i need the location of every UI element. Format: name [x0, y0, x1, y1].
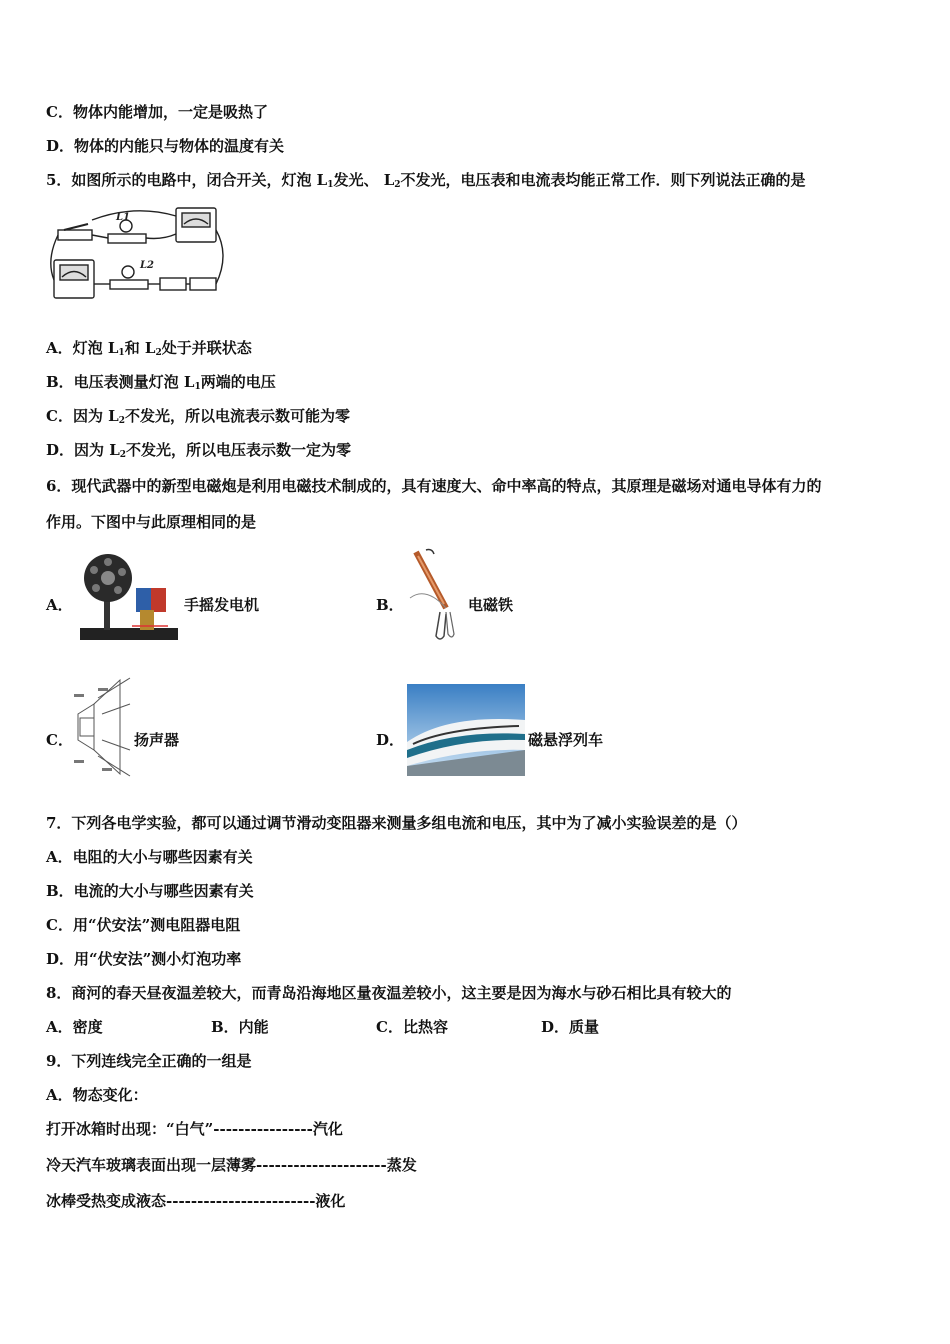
- q6-option-a-letter: A．: [46, 596, 73, 614]
- q5-option-a-sub: 2: [155, 348, 162, 358]
- q6-option-b-label: 电磁铁: [468, 596, 514, 614]
- q6-option-d-label: 磁悬浮列车: [528, 731, 604, 749]
- q5-stem-part: 不发光，电压表和电流表均能正常工作．则下列说法正确的是: [400, 171, 806, 189]
- l2-label: L2: [140, 260, 154, 271]
- q5-option-d-sub: 2: [119, 450, 127, 460]
- q5-option-c-part: 不发光，所以电流表示数可能为零: [124, 407, 350, 425]
- q5-option-c: [46, 406, 350, 431]
- q6-stem-line2: 作用。下图中与此原理相同的是: [46, 513, 257, 531]
- q7-option-b: B．电流的大小与哪些因素有关: [46, 882, 254, 900]
- q6-option-d-letter: D．: [376, 731, 405, 749]
- maglev-train-image: [407, 684, 525, 776]
- q5-stem-part: 发光、 L: [333, 171, 395, 189]
- q5-option-b-part: B．电压表测量灯泡 L: [46, 373, 195, 391]
- q6-stem-line1: 6．现代武器中的新型电磁炮是利用电磁技术制成的，具有速度大、命中率高的特点，其原理是磁场对通电导体有力的: [46, 477, 822, 495]
- q8-option-b: B．内能: [211, 1018, 269, 1036]
- q4-option-c: C．物体内能增加，一定是吸热了: [46, 103, 268, 121]
- q5-option-c-part: C．因为 L: [46, 407, 119, 425]
- q9-stem: 9．下列连线完全正确的一组是: [46, 1052, 252, 1070]
- q5-option-b-sub: 1: [194, 382, 201, 392]
- q5-option-a-part: 和 L: [124, 339, 156, 357]
- q5-stem-part: 5．如图所示的电路中，闭合开关，灯泡 L: [46, 171, 328, 189]
- q5-option-d-part: D．因为 L: [46, 441, 120, 459]
- q5-stem: [46, 170, 806, 195]
- q8-option-d: D．质量: [541, 1018, 600, 1036]
- q9-item-1: 打开冰箱时出现：“白气”----------------汽化: [46, 1120, 343, 1138]
- q9-item-2: 冷天汽车玻璃表面出现一层薄雾---------------------蒸发: [46, 1156, 417, 1174]
- loudspeaker-image: [72, 674, 134, 780]
- q5-option-d: [46, 440, 351, 465]
- q5-option-d-part: 不发光，所以电压表示数一定为零: [126, 441, 352, 459]
- q5-option-a-part: 处于并联状态: [161, 339, 252, 357]
- q7-option-d: D．用“伏安法”测小灯泡功率: [46, 950, 242, 968]
- q5-option-b: [46, 372, 276, 397]
- q8-option-c: C．比热容: [376, 1018, 448, 1036]
- q5-stem-sub: 2: [394, 180, 401, 190]
- hand-generator-image: [78, 552, 180, 644]
- q5-option-a-part: A．灯泡 L: [46, 339, 119, 357]
- q8-options: [46, 1017, 599, 1037]
- q8-stem: 8．商河的春天昼夜温差较大，而青岛沿海地区量夜温差较小，这主要是因为海水与砂石相比具有较大的: [46, 984, 732, 1002]
- q6-option-a-label: 手摇发电机: [184, 596, 260, 614]
- switch-base: [58, 230, 92, 240]
- q5-stem-sub: 1: [327, 180, 334, 190]
- q5-option-c-sub: 2: [118, 416, 125, 426]
- q7-stem: 7．下列各电学实验，都可以通过调节滑动变阻器来测量多组电流和电压，其中为了减小实验误差的是（）: [46, 814, 747, 832]
- q5-option-a-sub: 1: [118, 348, 125, 358]
- q9-option-a: A．物态变化：: [46, 1086, 148, 1104]
- q4-option-d: D．物体的内能只与物体的温度有关: [46, 137, 285, 155]
- q7-option-a: A．电阻的大小与哪些因素有关: [46, 848, 253, 866]
- circuit-figure: [44, 200, 230, 312]
- q5-option-b-part: 两端的电压: [200, 373, 276, 391]
- q7-option-c: C．用“伏安法”测电阻器电阻: [46, 916, 241, 934]
- electromagnet-image: [406, 546, 466, 646]
- q6-option-c-label: 扬声器: [134, 731, 180, 749]
- l1-label: L1: [116, 212, 130, 223]
- q9-item-3: 冰棒受热变成液态------------------------液化: [46, 1192, 346, 1210]
- q6-option-c-letter: C．: [46, 731, 73, 749]
- q6-option-b-letter: B．: [376, 596, 404, 614]
- q5-option-a: [46, 338, 252, 363]
- q8-option-a: A．密度: [46, 1018, 103, 1036]
